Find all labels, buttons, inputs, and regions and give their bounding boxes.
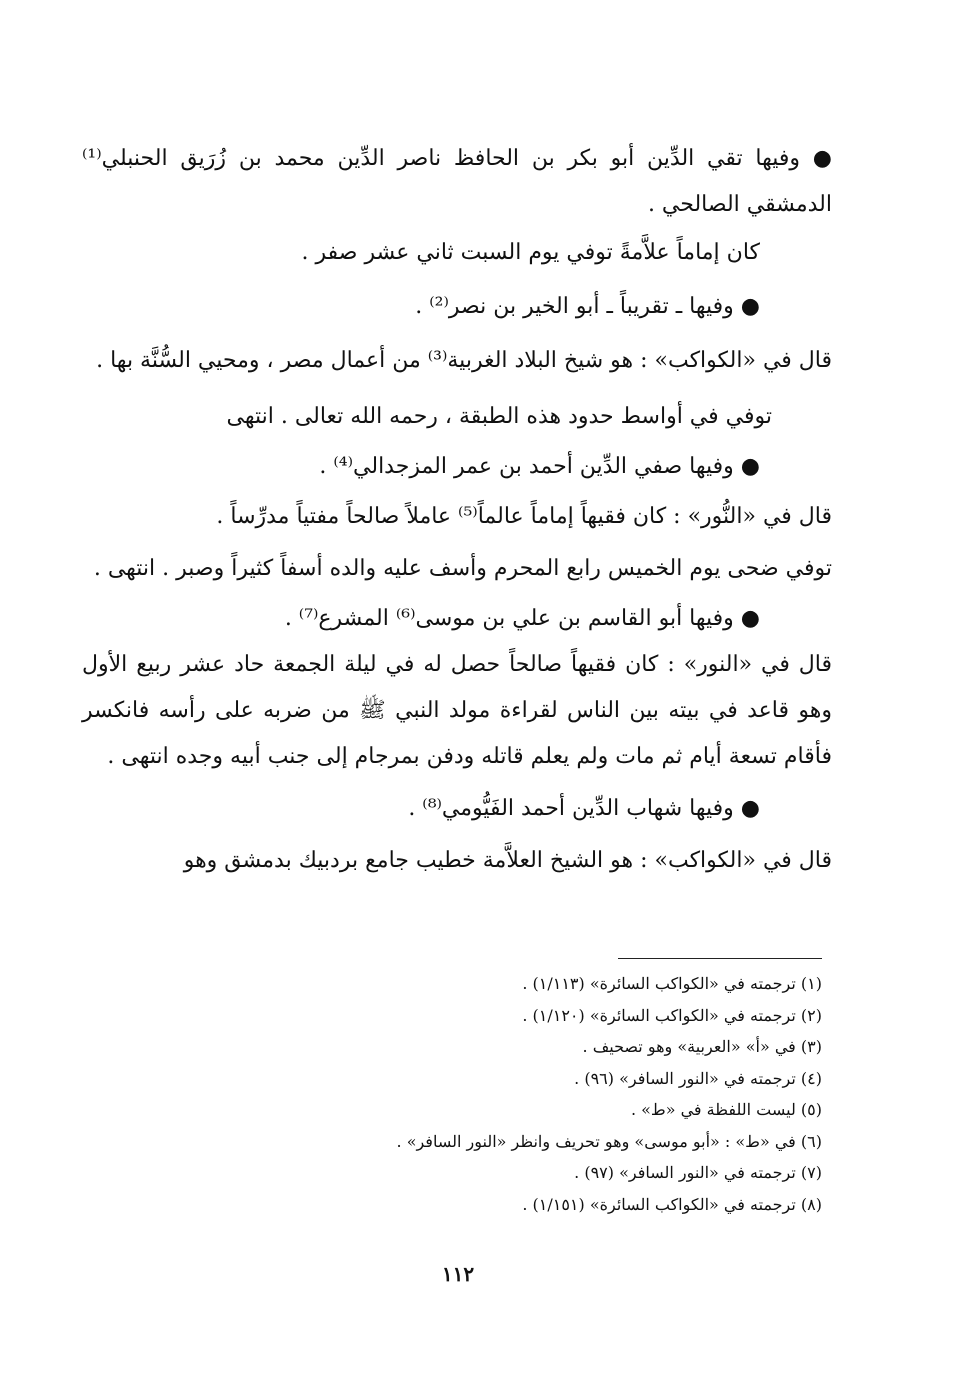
footnote: (٢) ترجمته في «الكواكب السائرة» (١/١٢٠) .: [522, 1005, 822, 1025]
footnote: (٥) ليست اللفظة في «ط» .: [630, 1100, 822, 1119]
entry-paragraph: ● وفيها تقي الدِّين أبو بكر بن الحافظ ناصر الدِّين محمد بن زُرَيق الحنبلي⁽¹⁾ الدمشقي الصالحي .: [82, 146, 832, 217]
entry-paragraph: توفي في أواسط حدود هذه الطبقة ، رحمه الله تعالى . انتهى: [226, 404, 772, 429]
entry-paragraph: ● وفيها أبو القاسم بن علي بن موسى⁽⁶⁾ المشرع⁽⁷⁾ .: [284, 606, 760, 631]
entry-paragraph: ● وفيها ـ تقريباً ـ أبو الخير بن نصر⁽²⁾ .: [415, 294, 760, 319]
entry-paragraph: قال في «الكواكب» : هو شيخ البلاد الغربية⁽³⁾ من أعمال مصر ، ومحيي السُّنَّة بها .: [96, 348, 832, 373]
footnote: (٨) ترجمته في «الكواكب السائرة» (١/١٥١) .: [522, 1194, 822, 1214]
footnote: (٦) في «ط» : «أبو موسى» وهو تحريف وانظر «النور السافر» .: [396, 1131, 822, 1151]
entry-paragraph: ● وفيها شهاب الدِّين أحمد الفَيُّومي⁽⁸⁾ .: [408, 796, 760, 821]
footnote: (٧) ترجمته في «النور السافر» (٩٧) .: [574, 1163, 822, 1182]
entry-paragraph: ● وفيها صفي الدِّين أحمد بن عمر المزجدالي⁽⁴⁾ .: [319, 454, 760, 479]
entry-paragraph: توفي ضحى يوم الخميس رابع المحرم وأسف عليه والده أسفاً كثيراً وصبر . انتهى .: [93, 556, 832, 581]
footnote: (١) ترجمته في «الكواكب السائرة» (١/١١٣) .: [522, 974, 822, 993]
entry-paragraph: قال في «النور» : كان فقيهاً صالحاً حصل له في ليلة الجمعة حاد عشر ربيع الأول وهو قاعد في بيته بين الناس لقراءة مولد النبي ﷺ من ضربه على رأسه فانكسر فأقام تسعة أيام ثم مات ولم يعلم قاتله ودفن بمرجام إلى جنب أبيه وجده انتهى .: [82, 652, 832, 769]
footnote: (٤) ترجمته في «النور السافر» (٩٦) .: [574, 1068, 822, 1088]
page-number: ١١٢: [441, 1262, 475, 1286]
entry-paragraph: قال في «النُّور» : كان فقيهاً إماماً عالماً⁽⁵⁾ عاملاً صالحاً مفتياً مدرِّساً .: [216, 504, 832, 529]
footnote-separator: [618, 958, 822, 959]
footnotes: [300, 968, 822, 1220]
entry-paragraph: كان إماماً علاَّمةً توفي يوم السبت ثاني عشر صفر .: [301, 240, 760, 265]
footnote: (٣) في «أ» «العربية» وهو تصحيف .: [582, 1037, 822, 1056]
entry-paragraph: قال في «الكواكب» : هو الشيخ العلاَّمة خطيب جامع بردبيك بدمشق وهو: [183, 848, 832, 873]
main-text: [82, 136, 832, 884]
